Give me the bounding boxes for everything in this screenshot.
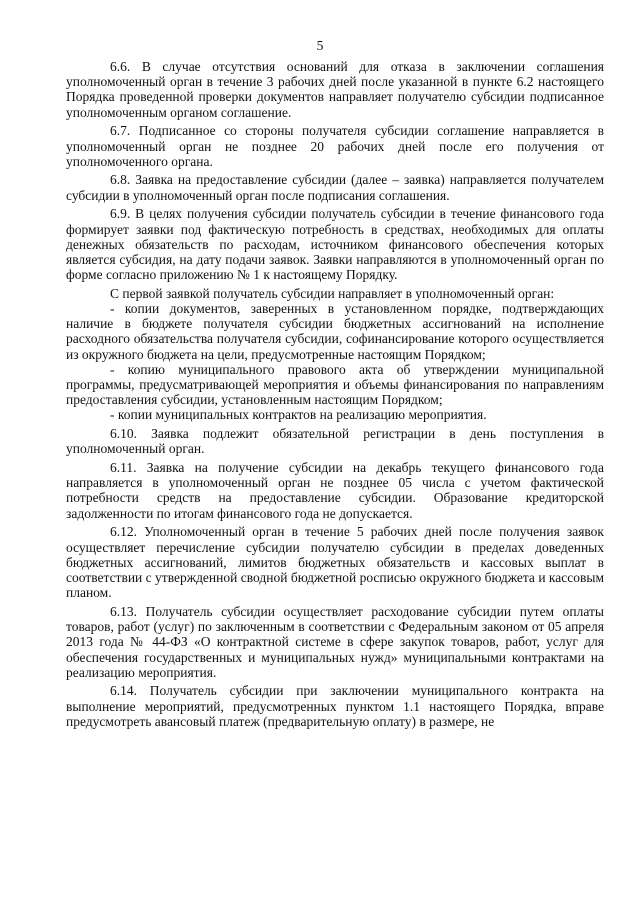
- paragraph-6-8: 6.8. Заявка на предоставление субсидии (далее – заявка) направляется получателем субсидии в уполномоченный орган после подписания соглашения.: [66, 172, 604, 203]
- document-body: [66, 59, 604, 733]
- list-item-copies-contracts: - копии муниципальных контрактов на реализацию мероприятия.: [110, 407, 487, 423]
- paragraph-first-request: С первой заявкой получатель субсидии направляет в уполномоченный орган:: [110, 285, 555, 301]
- list-item-copies-documents: - копии документов, заверенных в установленном порядке, подтверждающих наличие в бюджете получателя субсидии бюджетных ассигнований на исполнение расходного обязательства получателя субсидии, софинансирование которого осуществляется из окружного бюджета на цели, предусмотренные настоящим Порядком;: [66, 301, 604, 362]
- paragraph-6-13: 6.13. Получатель субсидии осуществляет расходование субсидии путем оплаты товаров, работ (услуг) по заключенным в соответствии с Федеральным законом от 05 апреля 2013 года № 44-ФЗ «О контрактной системе в сфере закупок товаров, работ, услуг для обеспечения государственных и муниципальных нужд» муниципальными контрактами на реализацию мероприятия.: [66, 603, 604, 680]
- paragraph-6-12: 6.12. Уполномоченный орган в течение 5 рабочих дней после получения заявок осуществляет перечисление субсидии получателю субсидии в пределах доведенных бюджетных ассигнований, лимитов бюджетных обязательств и кассовых выплат в соответствии с утвержденной сводной бюджетной росписью окружного бюджета и кассовым планом.: [66, 524, 604, 601]
- paragraph-6-14: 6.14. Получатель субсидии при заключении муниципального контракта на выполнение мероприятий, предусмотренных пунктом 1.1 настоящего Порядка, вправе предусмотреть авансовый платеж (предварительную оплату) в размере, не: [66, 683, 604, 729]
- list-item-copy-legal-act: - копию муниципального правового акта об утверждении муниципальной программы, предусматривающей мероприятия и объемы финансирования по направлениям предоставления субсидии, установленным настоящим Порядком;: [66, 361, 604, 408]
- page-number: 5: [316, 38, 324, 53]
- paragraph-6-11: 6.11. Заявка на получение субсидии на декабрь текущего финансового года направляется в уполномоченный орган не позднее 05 числа с учетом фактической потребности средств на предоставление субсидии. Образование кредиторской задолженности по итогам финансового года не допускается.: [66, 460, 604, 521]
- paragraph-6-9: 6.9. В целях получения субсидии получатель субсидии в течение финансового года формирует заявки под фактическую потребность в средствах, необходимых для оплаты денежных обязательств по расходам, источником финансового обеспечения которых является субсидия, на дату подачи заявок. Заявки направляются в уполномоченный орган по форме согласно приложению № 1 к настоящему Порядку.: [66, 206, 604, 283]
- paragraph-6-10: 6.10. Заявка подлежит обязательной регистрации в день поступления в уполномоченный орган.: [66, 426, 604, 457]
- paragraph-6-7: 6.7. Подписанное со стороны получателя субсидии соглашение направляется в уполномоченный орган не позднее 20 рабочих дней после его получения от уполномоченного органа.: [66, 123, 604, 169]
- paragraph-6-6: 6.6. В случае отсутствия оснований для отказа в заключении соглашения уполномоченный орган в течение 3 рабочих дней после указанной в пункте 6.2 настоящего Порядка проведенной проверки документов направляет получателю субсидии подписанное уполномоченным органом соглашение.: [66, 59, 604, 120]
